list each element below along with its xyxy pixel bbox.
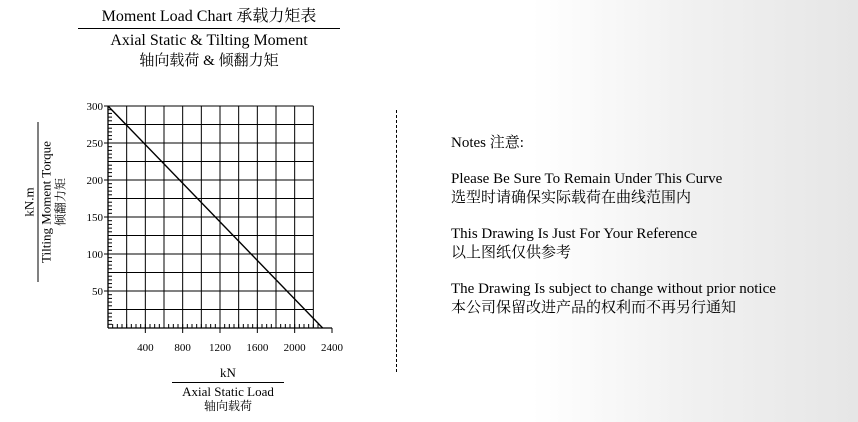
y-tick-label: 150 bbox=[86, 212, 103, 224]
y-axis-title: Tilting Moment Torque bbox=[38, 141, 54, 263]
y-tick-label: 50 bbox=[92, 286, 103, 298]
chart-subtitle: Axial Static & Tilting Moment bbox=[110, 32, 308, 49]
note-1-en: Please Be Sure To Remain Under This Curve bbox=[451, 171, 723, 187]
y-tick-label: 250 bbox=[86, 138, 103, 150]
note-3-en: The Drawing Is subject to change without prior notice bbox=[451, 281, 776, 297]
x-axis-label bbox=[172, 366, 284, 413]
tick-labels bbox=[87, 101, 344, 354]
notes-panel bbox=[451, 134, 856, 335]
dashed-divider bbox=[396, 110, 397, 372]
y-axis-unit: kN.m bbox=[23, 122, 39, 282]
y-tick-label: 100 bbox=[86, 249, 103, 261]
x-tick-label: 1200 bbox=[209, 342, 231, 354]
x-tick-label: 2000 bbox=[283, 342, 306, 354]
note-2-cn: 以上图纸仅供参考 bbox=[451, 245, 572, 261]
y-tick-label: 200 bbox=[86, 175, 103, 187]
x-axis-title: Axial Static Load bbox=[182, 384, 274, 399]
note-2-en: This Drawing Is Just For Your Reference bbox=[451, 226, 698, 242]
x-tick-label: 1600 bbox=[246, 342, 269, 354]
chart-title: Moment Load Chart 承载力矩表 bbox=[78, 6, 340, 29]
x-axis-title-cn: 轴向载荷 bbox=[203, 399, 252, 413]
y-axis-title-cn: 倾翻力矩 bbox=[53, 178, 68, 227]
note-3-cn: 本公司保留改进产品的权利而不再另行通知 bbox=[451, 300, 737, 316]
x-axis-unit: kN bbox=[172, 366, 284, 383]
note-3 bbox=[451, 280, 856, 318]
y-tick-label: 300 bbox=[86, 101, 103, 113]
minor-ticks bbox=[108, 110, 318, 328]
notes-title: Notes 注意: bbox=[451, 135, 524, 151]
note-1 bbox=[451, 170, 856, 208]
grid-layer bbox=[108, 106, 313, 328]
note-1-cn: 选型时请确保实际载荷在曲线范围内 bbox=[451, 190, 692, 206]
x-tick-label: 400 bbox=[137, 342, 154, 354]
note-2 bbox=[451, 225, 856, 263]
x-tick-label: 800 bbox=[174, 342, 191, 354]
y-axis-label bbox=[22, 122, 68, 282]
chart-subtitle-cn: 轴向载荷 & 倾翻力矩 bbox=[139, 53, 279, 69]
x-tick-label: 2400 bbox=[321, 342, 343, 354]
